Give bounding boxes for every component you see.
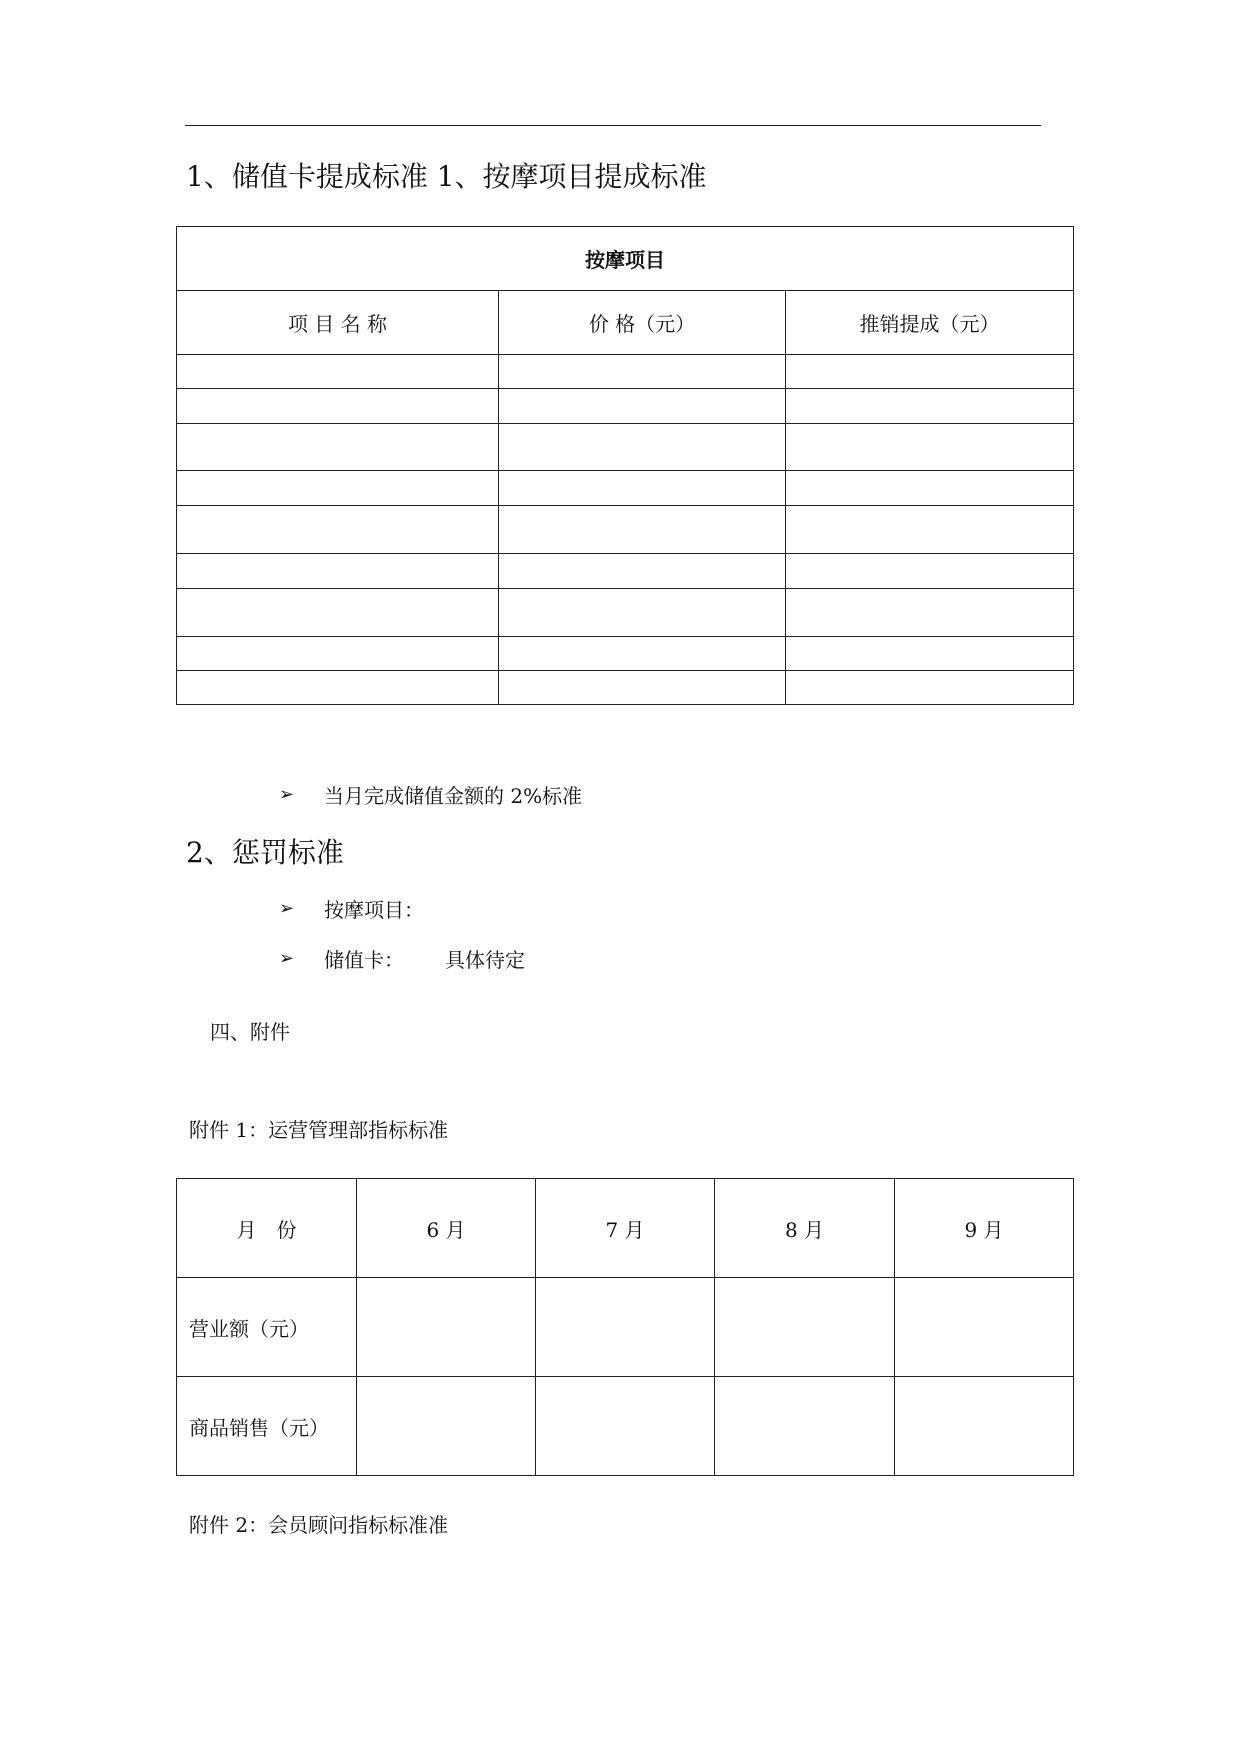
table-row [177,506,1074,554]
column-header-july: 7 月 [536,1179,715,1278]
table-row [177,1278,1074,1377]
section4-title: 四、附件 [210,1020,290,1044]
column-header-june: 6 月 [357,1179,536,1278]
section1-title: 1、储值卡提成标准 1、按摩项目提成标准 [186,160,707,193]
table-row [177,671,1074,705]
section2-title: 2、惩罚标准 [186,836,344,869]
bullet-text: 当月完成储值金额的 2%标准 [324,784,583,808]
column-header-price: 价 格（元） [499,291,786,355]
bullet-arrow-icon: ➢ [279,898,295,919]
attachment2-title: 附件 2：会员顾问指标标准准 [189,1513,449,1537]
column-header-august: 8 月 [715,1179,895,1278]
table-row [177,471,1074,506]
table-row [177,637,1074,671]
table-row [177,1179,1074,1278]
operations-kpi-table [176,1178,1074,1476]
column-header-september: 9 月 [895,1179,1074,1278]
header-rule [185,125,1041,126]
table-row [177,424,1074,471]
table-row [177,589,1074,637]
table-row [177,1377,1074,1476]
row-label-revenue: 营业额（元） [177,1278,357,1377]
massage-commission-table [176,226,1074,705]
bullet-arrow-icon: ➢ [279,948,295,969]
bullet-label: 储值卡： [324,948,404,972]
table-row [177,355,1074,389]
table-caption: 按摩项目 [177,227,1074,291]
bullet-value: 具体待定 [445,948,525,972]
attachment1-title: 附件 1：运营管理部指标标准 [189,1118,449,1142]
column-header-month: 月 份 [177,1179,357,1278]
table-row [177,554,1074,589]
table-row [177,389,1074,424]
bullet-label: 按摩项目： [324,898,424,922]
column-header-item-name: 项 目 名 称 [177,291,499,355]
row-label-product-sales: 商品销售（元） [177,1377,357,1476]
bullet-arrow-icon: ➢ [279,784,295,805]
column-header-commission: 推销提成（元） [786,291,1074,355]
